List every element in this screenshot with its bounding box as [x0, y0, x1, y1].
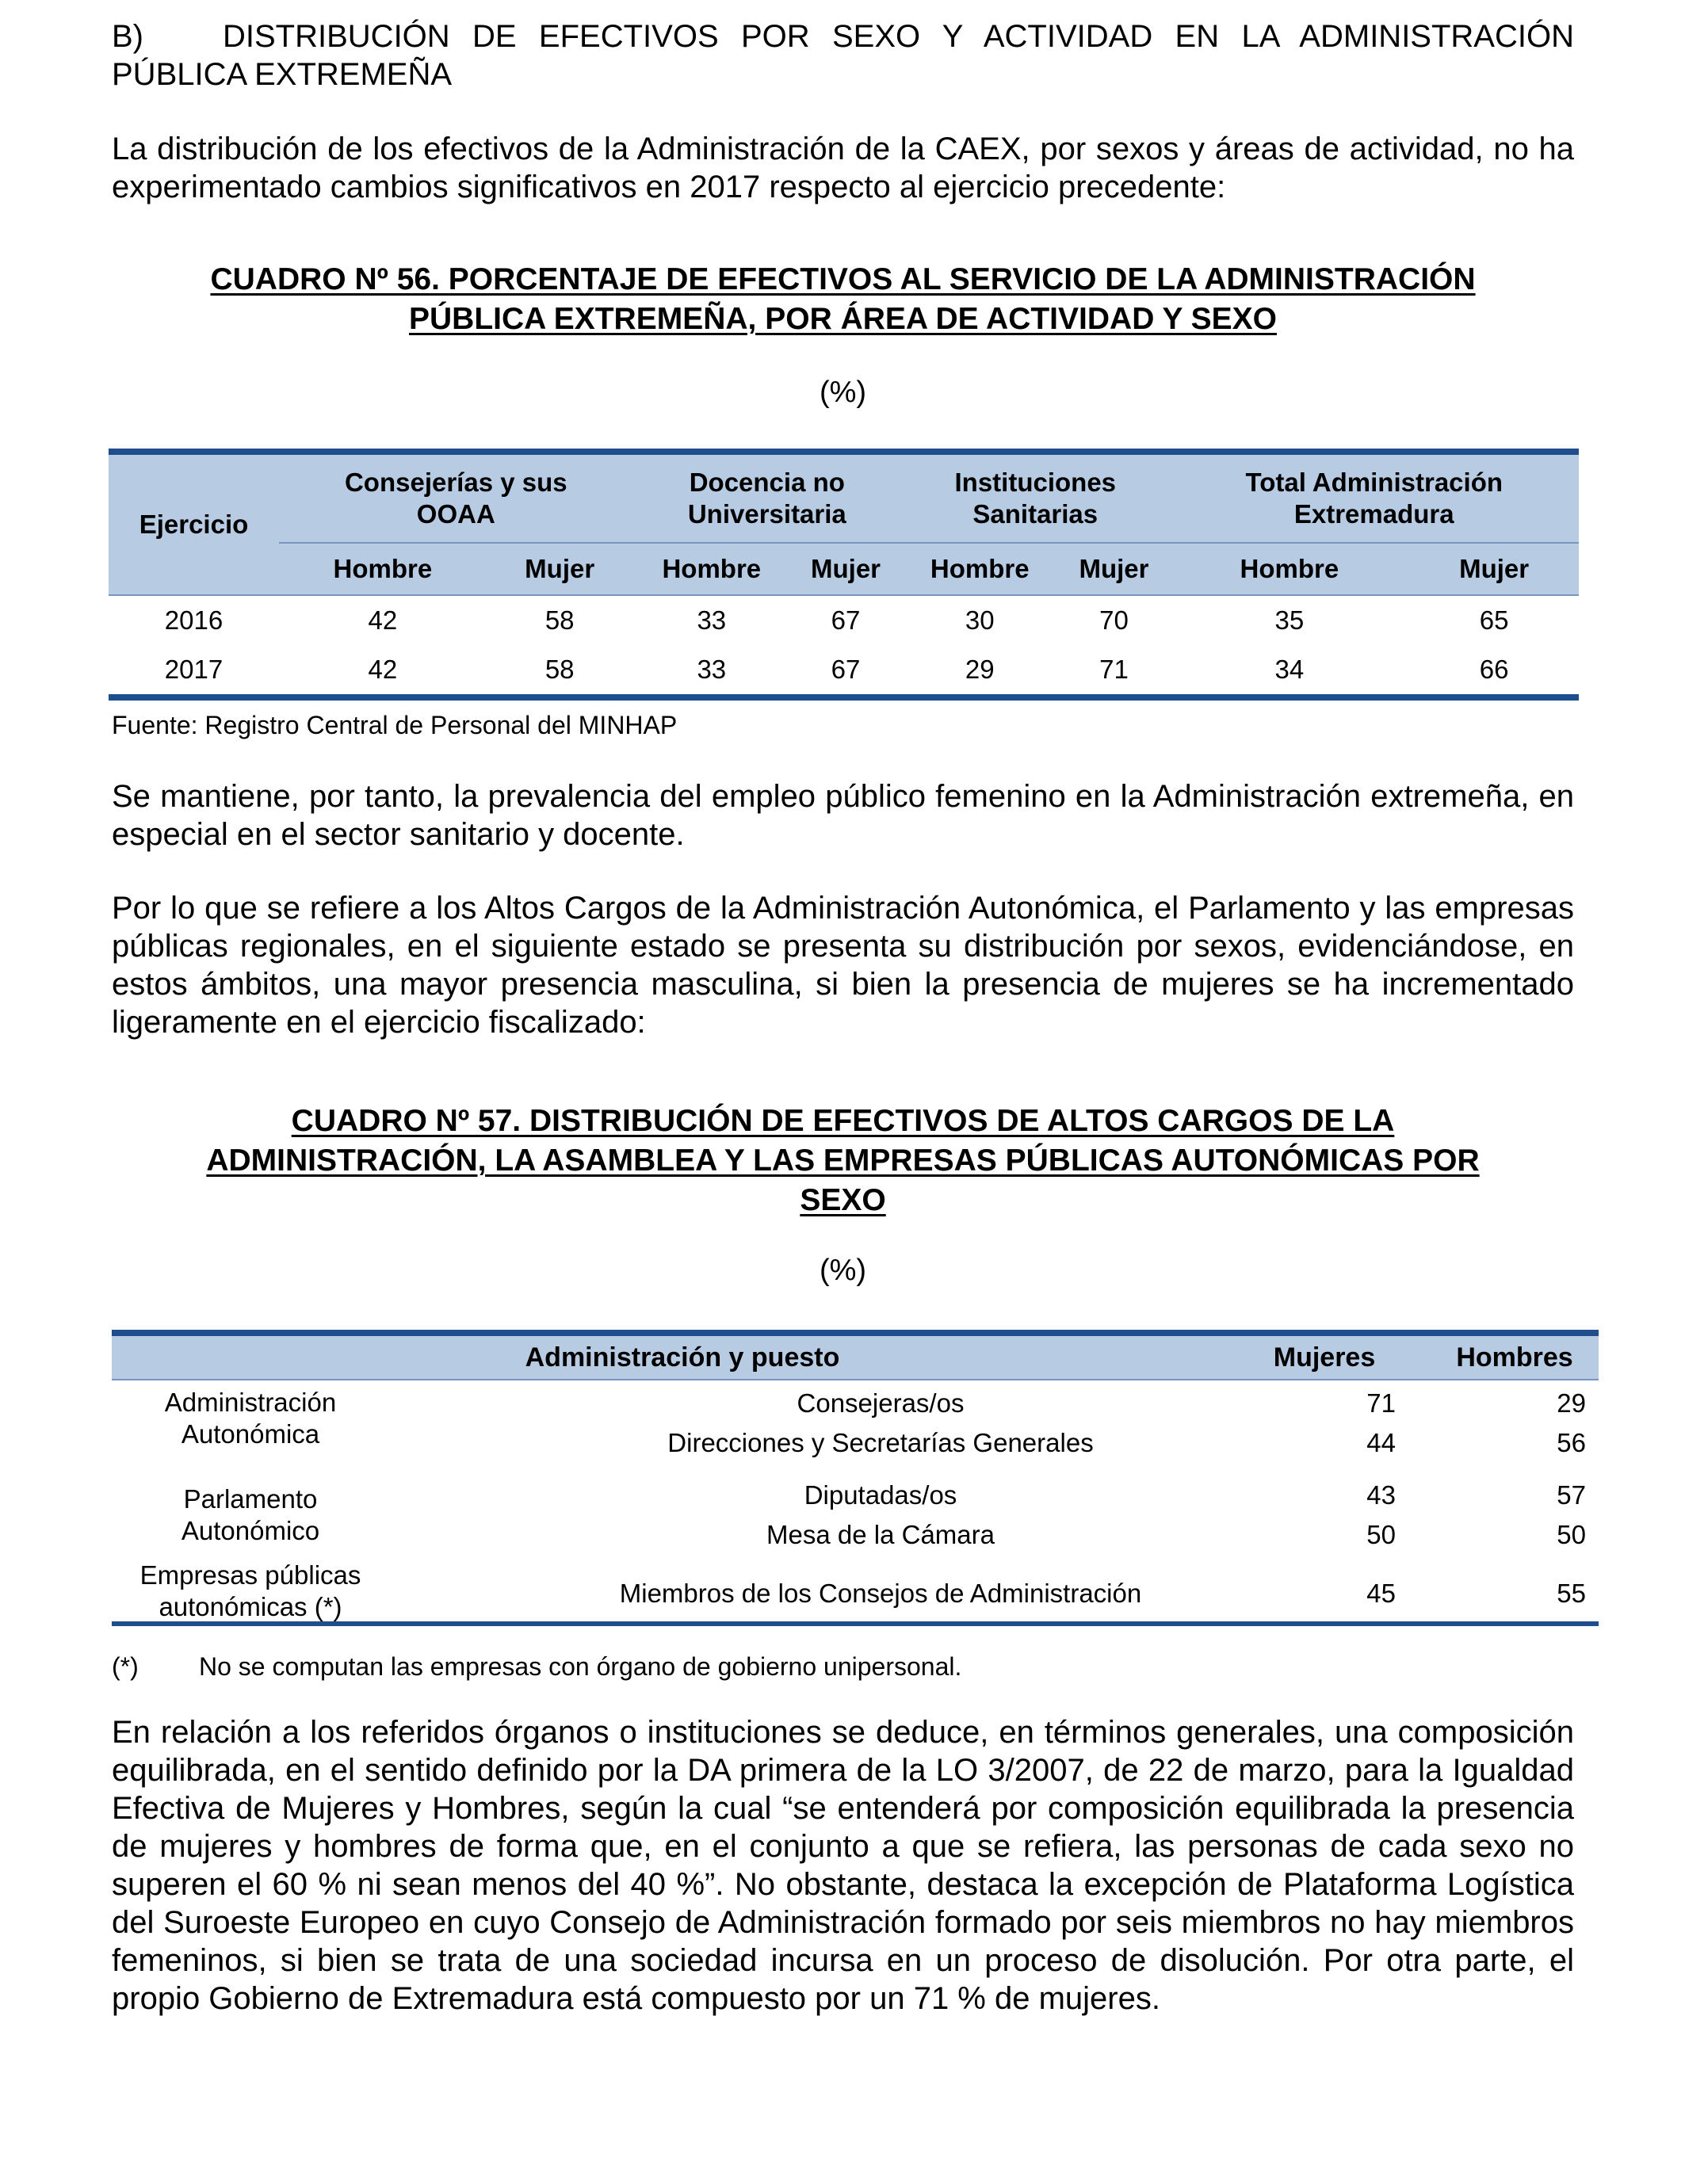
value-cell: 30	[965, 605, 995, 635]
group-label: Empresas públicas autonómicas (*)	[139, 1560, 361, 1621]
intro-paragraph: La distribución de los efectivos de la Administración de la CAEX, por sexos y áreas de actividad, no ha experimentado cambios significativos en 2017 respecto al ejercicio precedente:	[112, 132, 1574, 204]
table56-source: Fuente: Registro Central de Personal del MINHAP	[112, 711, 678, 739]
mujeres-cell: 45	[1366, 1579, 1396, 1608]
table56-group-header: Consejerías y sus OOAA	[279, 455, 633, 543]
table57-body	[112, 1380, 1599, 1621]
puesto-cell: Consejeras/os	[797, 1388, 965, 1418]
hombres-cell: 57	[1557, 1480, 1586, 1510]
section-marker: B)	[112, 19, 143, 54]
value-cell: 42	[368, 605, 398, 635]
value-cell: 34	[1274, 655, 1305, 684]
table56-top-rule	[109, 449, 1579, 455]
value-cell: 33	[697, 605, 727, 635]
table57-title-line2: ADMINISTRACIÓN, LA ASAMBLEA Y LAS EMPRESAS PÚBLICAS AUTONÓMICAS POR	[206, 1144, 1480, 1178]
table57-header-row	[112, 1336, 1599, 1380]
group-label: Parlamento Autonómico	[181, 1484, 320, 1545]
table57-title-line1: CUADRO Nº 57. DISTRIBUCIÓN DE EFECTIVOS DE ALTOS CARGOS DE LA	[291, 1104, 1395, 1138]
table57-unit: (%)	[819, 1254, 867, 1287]
value-cell: 70	[1099, 605, 1129, 635]
table57-footnote-marker: (*)	[112, 1652, 139, 1681]
table56-group-header: Docencia no Universitaria	[633, 455, 901, 543]
mujeres-cell: 50	[1366, 1520, 1396, 1549]
table56-title-line2: PÚBLICA EXTREMEÑA, POR ÁREA DE ACTIVIDAD Y SEXO	[408, 302, 1278, 336]
puesto-cell: Direcciones y Secretarías Generales	[667, 1428, 1094, 1457]
year-cell: 2016	[164, 605, 224, 635]
group-label: Administración Autonómica	[164, 1388, 337, 1449]
table-row	[109, 645, 1579, 694]
table56-row-header: Ejercicio	[109, 455, 279, 595]
table56-subheader: Hombre	[1170, 543, 1410, 595]
section-heading-line1: DISTRIBUCIÓN DE EFECTIVOS POR SEXO Y ACTIVIDAD EN LA ADMINISTRACIÓN	[223, 19, 1574, 54]
hombres-cell: 55	[1557, 1579, 1586, 1608]
header-puesto: Administración y puesto	[525, 1342, 840, 1373]
table-row	[109, 595, 1579, 645]
puesto-cell: Mesa de la Cámara	[766, 1520, 995, 1549]
puesto-cell: Diputadas/os	[804, 1480, 957, 1510]
table57-top-rule	[112, 1330, 1599, 1336]
section-heading	[112, 17, 1574, 94]
value-cell: 66	[1479, 655, 1509, 684]
value-cell: 67	[831, 655, 861, 684]
table57-title	[112, 1102, 1574, 1220]
value-cell: 33	[697, 655, 727, 684]
table56-subheader: Mujer	[487, 543, 633, 595]
year-cell: 2017	[164, 655, 224, 684]
paragraph-4: En relación a los referidos órganos o instituciones se deduce, en términos generales, una composición equilibrada, en el sentido definido por la DA primera de la LO 3/2007, de 22 de marzo, para la Igualdad Efectiva de Mujeres y Hombres, según la cual “se entenderá por composición equilibrada la presencia de mujeres y hombres de forma que, en el conjunto a que se refiera, las personas de cada sexo no superen el 60 % ni sean menos del 40 %”. No obstante, destaca la excepción de Plataforma Logística del Suroeste Europeo en cuyo Consejo de Administración formado por seis miembros no hay miembros femeninos, si bien se trata de una sociedad incursa en un proceso de disolución. Por otra parte, el propio Gobierno de Extremadura está compuesto por un 71 % de mujeres.	[112, 1715, 1574, 2016]
puesto-cell: Miembros de los Consejos de Administración	[619, 1579, 1142, 1608]
hombres-cell: 29	[1557, 1388, 1586, 1418]
paragraph-3: Por lo que se refiere a los Altos Cargos de la Administración Autonómica, el Parlamento y las empresas públicas regionales, en el siguiente estado se presenta su distribución por sexos, evidenciándose, en estos ámbitos, una mayor presencia masculina, si bien la presencia de mujeres se ha incrementado ligeramente en el ejercicio fiscalizado:	[112, 891, 1574, 1040]
table56-subheader: Mujer	[1058, 543, 1169, 595]
table57	[112, 1330, 1599, 1626]
paragraph-2: Se mantiene, por tanto, la prevalencia del empleo público femenino en la Administración extremeña, en especial en el sector sanitario y docente.	[112, 779, 1574, 852]
header-mujeres: Mujeres	[1273, 1342, 1376, 1373]
hombres-cell: 56	[1557, 1428, 1586, 1457]
section-heading-line2: PÚBLICA EXTREMEÑA	[112, 57, 453, 92]
value-cell: 42	[368, 655, 398, 684]
value-cell: 67	[831, 605, 861, 635]
table56-subheader: Mujer	[1409, 543, 1579, 595]
table57-title-line3: SEXO	[800, 1183, 886, 1217]
table56-group-header: Total Administración Extremadura	[1170, 455, 1580, 543]
mujeres-cell: 71	[1366, 1388, 1396, 1418]
table56	[109, 449, 1579, 701]
table56-bottom-rule	[109, 694, 1579, 701]
table56-title	[112, 260, 1574, 339]
table56-unit: (%)	[819, 376, 867, 409]
value-cell: 65	[1479, 605, 1509, 635]
table56-subheader: Hombre	[901, 543, 1058, 595]
table56-subheader: Hombre	[279, 543, 487, 595]
mujeres-cell: 44	[1366, 1428, 1396, 1457]
value-cell: 29	[965, 655, 995, 684]
table57-footnote-text: No se computan las empresas con órgano de gobierno unipersonal.	[199, 1652, 962, 1681]
table56-title-line1: CUADRO Nº 56. PORCENTAJE DE EFECTIVOS AL SERVICIO DE LA ADMINISTRACIÓN	[210, 262, 1476, 296]
table56-subheader: Hombre	[633, 543, 790, 595]
value-cell: 58	[544, 655, 575, 684]
value-cell: 71	[1099, 655, 1129, 684]
value-cell: 58	[544, 605, 575, 635]
hombres-cell: 50	[1557, 1520, 1586, 1549]
table56-subheader: Mujer	[790, 543, 901, 595]
value-cell: 35	[1274, 605, 1305, 635]
table56-group-header: Instituciones Sanitarias	[901, 455, 1169, 543]
mujeres-cell: 43	[1366, 1480, 1396, 1510]
header-hombres: Hombres	[1456, 1342, 1573, 1373]
